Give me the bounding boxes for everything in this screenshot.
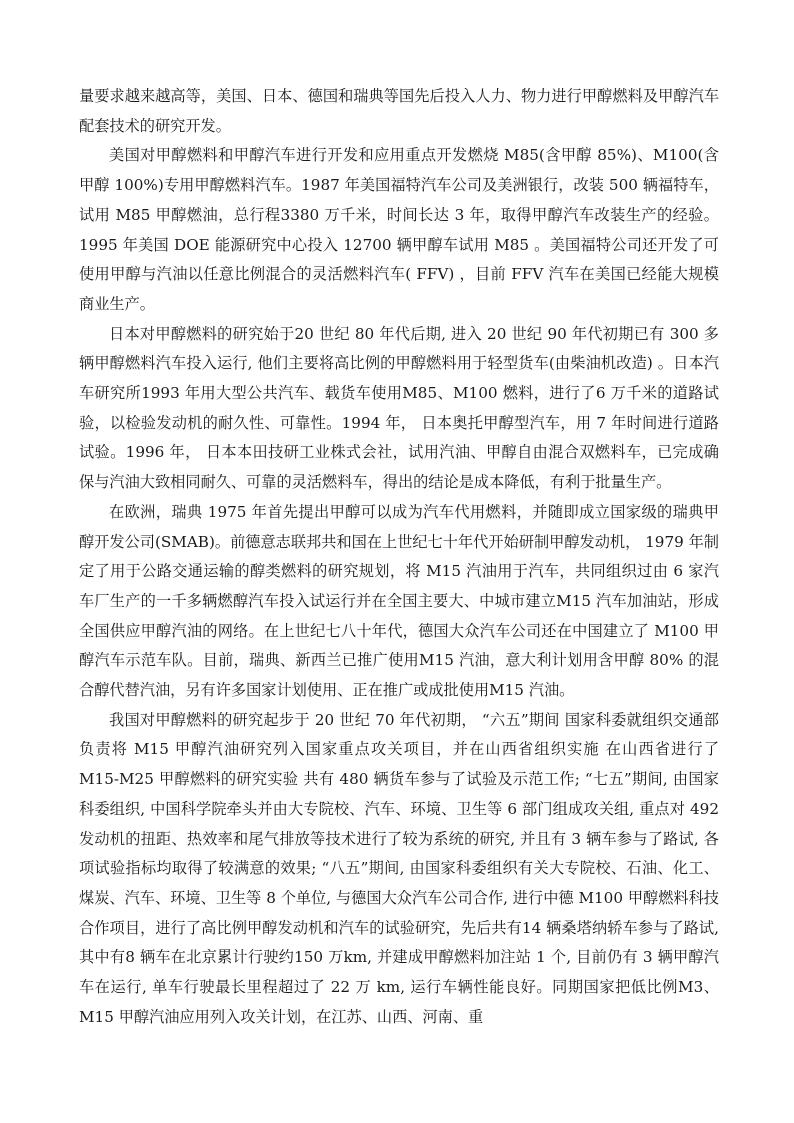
paragraph-europe: 在欧洲，瑞典 1975 年首先提出甲醇可以成为汽车代用燃料，并随即成立国家级的瑞典甲醇开发公司(SMAB)。前德意志联邦共和国在上世纪七十年代开始研制甲醇发动机， 1979 年制定了用于公路交通运输的醇类燃料的研究规划，将 M15 汽油用于汽车，共同组织过由 6 家汽车厂生产的一千多辆燃醇汽车投入试运行并在全国主要大、中城市建立M15 汽车加油站，形成全国供应甲醇汽油的网络。在上世纪七八十年代，德国大众汽车公司还在中国建立了 M100 甲醇汽车示范车队。目前，瑞典、新西兰已推广使用M15 汽油，意大利计划用含甲醇 80% 的混合醇代替汽油，另有许多国家计划使用、正在推广或成批使用M15 汽油。 [79, 502, 719, 700]
body-text [79, 82, 719, 1033]
paragraph-usa: 美国对甲醇燃料和甲醇汽车进行开发和应用重点开发燃烧 M85(含甲醇 85%)、M100(含甲醇 100%)专用甲醇燃料汽车。1987 年美国福特汽车公司及美洲银行，改装 500 辆福特车，试用 M85 甲醇燃油，总行程3380 万千米，时间长达 3 年，取得甲醇汽车改装生产的经验。1995 年美国 DOE 能源研究中心投入 12700 辆甲醇车试用 M85 。美国福特公司还开发了可使用甲醇与汽油以任意比例混合的灵活燃料汽车( FFV) ，目前 FFV 汽车在美国已经能大规模商业生产。 [79, 146, 719, 313]
paragraph-japan: 日本对甲醇燃料的研究始于20 世纪 80 年代后期, 进入 20 世纪 90 年代初期已有 300 多辆甲醇燃料汽车投入运行, 他们主要将高比例的甲醇燃料用于轻型货车(由柴油机改造) 。日本汽车研究所1993 年用大型公共汽车、载货车使用M85、M100 燃料，进行了6 万千米的道路试验，以检验发动机的耐久性、可靠性。1994 年， 日本奥托甲醇型汽车，用 7 年时间进行道路试验。1996 年， 日本本田技研工业株式会社，试用汽油、甲醇自由混合双燃料车，已完成确保与汽油大致相同耐久、可靠的灵活燃料车，得出的结论是成本降低，有利于批量生产。 [79, 324, 719, 492]
paragraph-china: 我国对甲醇燃料的研究起步于 20 世纪 70 年代初期， “六五”期间 国家科委就组织交通部负责将 M15 甲醇汽油研究列入国家重点攻关项目，并在山西省组织实施 在山西省进行了 M15-M25 甲醇燃料的研究实验 共有 480 辆货车参与了试验及示范工作; “七五”期间, 由国家科委组织, 中国科学院牵头并由大专院校、汽车、环境、卫生等 6 部门组成攻关组, 重点对 492 发动机的扭距、热效率和尾气排放等技术进行了较为系统的研究, 并且有 3 辆车参与了路试, 各项试验指标均取得了较满意的效果; “八五”期间, 由国家科委组织有关大专院校、石油、化工、煤炭、汽车、环境、卫生等 8 个单位, 与德国大众汽车公司合作, 进行中德 M100 甲醇燃料科技合作项目，进行了高比例甲醇发动机和汽车的试验研究，先后共有14 辆桑塔纳轿车参与了路试, 其中有8 辆车在北京累计行驶约150 万km, 并建成甲醇燃料加注站 1 个, 目前仍有 3 辆甲醇汽车在运行, 单车行驶最长里程超过了 22 万 km, 运行车辆性能良好。同期国家把低比例M3、M15 甲醇汽油应用列入攻关计划，在江苏、山西、河南、重 [79, 710, 719, 1026]
paragraph-continuation: 量要求越来越高等，美国、日本、德国和瑞典等国先后投入人力、物力进行甲醇燃料及甲醇汽车配套技术的研究开发。 [79, 87, 719, 135]
